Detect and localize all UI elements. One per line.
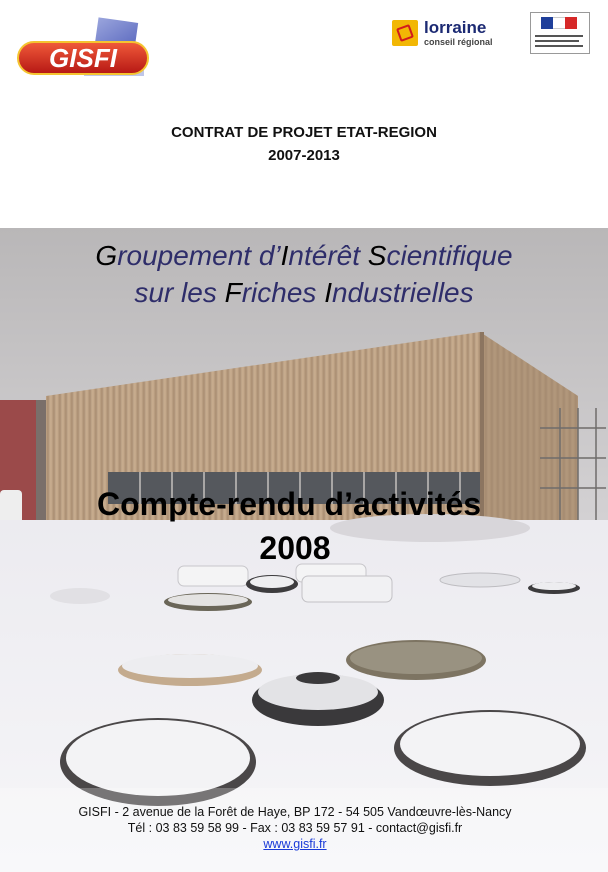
footer-contacts: Tél : 03 83 59 58 99 - Fax : 03 83 59 57 91 - contact@gisfi.fr bbox=[127, 821, 463, 835]
footer-address: GISFI - 2 avenue de la Forêt de Haye, BP 172 - 54 505 Vandœuvre-lès-Nancy bbox=[78, 805, 512, 819]
lorraine-mark-icon bbox=[392, 20, 418, 46]
republique-francaise-logo bbox=[530, 12, 590, 54]
website-link[interactable]: www.gisfi.fr bbox=[263, 837, 327, 851]
gis-title-line-1 bbox=[0, 240, 608, 272]
title-fragment: roupement d’ bbox=[117, 240, 281, 271]
title-fragment: cientifique bbox=[386, 240, 513, 271]
lorraine-logo bbox=[392, 18, 510, 50]
title-fragment: sur les bbox=[134, 277, 225, 308]
gis-title-line-2 bbox=[0, 277, 608, 309]
lorraine-word: lorraine bbox=[424, 18, 487, 37]
initial-s: S bbox=[367, 240, 387, 271]
title-fragment: riches bbox=[241, 277, 325, 308]
initial-i: I bbox=[280, 240, 289, 271]
lorraine-sub: conseil régional bbox=[424, 37, 493, 47]
gisfi-logo-text: GISFI bbox=[49, 43, 117, 73]
contract-title: CONTRAT DE PROJET ETAT-REGION bbox=[171, 124, 437, 141]
report-year: 2008 bbox=[259, 530, 331, 566]
french-flag-icon bbox=[541, 17, 577, 29]
gisfi-logo bbox=[14, 14, 164, 94]
contract-years: 2007-2013 bbox=[268, 147, 340, 164]
initial-f: F bbox=[224, 277, 242, 308]
report-title: Compte-rendu d’activités bbox=[96, 486, 482, 522]
title-fragment: ntérêt bbox=[288, 240, 368, 271]
title-fragment: ndustrielles bbox=[331, 277, 474, 308]
initial-i2: I bbox=[324, 277, 332, 308]
initial-g: G bbox=[95, 240, 118, 271]
